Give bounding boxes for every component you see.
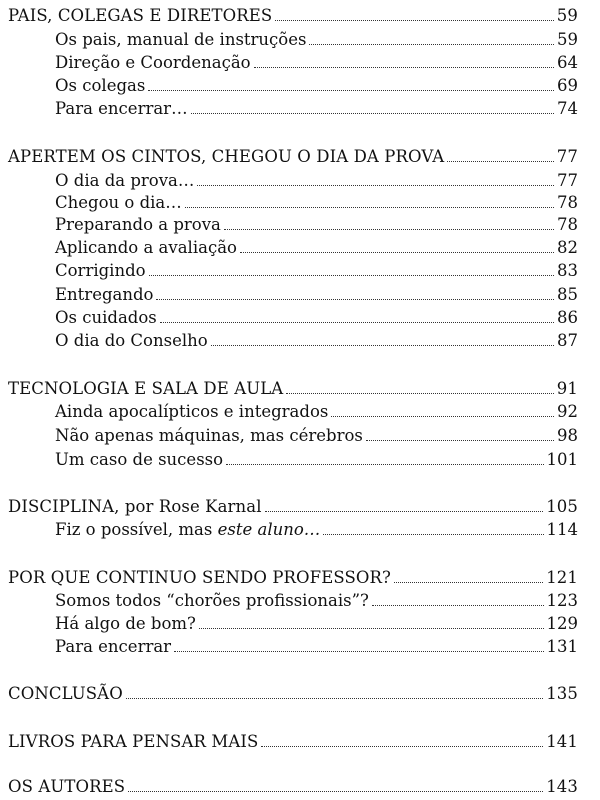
section-title: Para encerrar… <box>55 99 188 118</box>
toc-section-line <box>55 261 578 281</box>
toc-section-line <box>55 53 578 73</box>
page-number: 86 <box>557 308 578 327</box>
page-number: 121 <box>546 568 578 587</box>
toc-section-line <box>55 76 578 96</box>
section-title: Os cuidados <box>55 308 157 327</box>
toc-chapter-line <box>8 568 578 588</box>
dot-leader <box>254 67 554 68</box>
dot-leader <box>226 464 543 465</box>
toc-section-line <box>55 450 578 470</box>
page-number: 129 <box>546 614 578 633</box>
page-number: 92 <box>557 402 578 421</box>
section-title: Há algo de bom? <box>55 614 196 633</box>
dot-leader <box>148 90 554 91</box>
page-number: 78 <box>557 215 578 234</box>
dot-leader <box>275 20 553 21</box>
toc-section-line <box>55 285 578 305</box>
page-number: 87 <box>557 331 578 350</box>
page-number: 74 <box>557 99 578 118</box>
dot-leader <box>309 44 554 45</box>
section-title: Entregando <box>55 285 154 304</box>
dot-leader <box>366 440 554 441</box>
toc-chapter-line <box>8 684 578 704</box>
page-number: 91 <box>556 379 578 398</box>
section-title <box>55 520 320 540</box>
section-title: Corrigindo <box>55 261 146 280</box>
page-number: 131 <box>546 637 578 656</box>
toc-section-line <box>55 99 578 119</box>
page-number: 114 <box>546 520 578 539</box>
dot-leader <box>211 345 554 346</box>
dot-leader <box>240 252 554 253</box>
toc-section-line <box>55 637 578 657</box>
page-number: 78 <box>557 193 578 212</box>
toc-section-line <box>55 238 578 258</box>
toc-section-line <box>55 215 578 235</box>
toc-chapter-line <box>8 6 578 26</box>
page-number: 98 <box>557 426 578 445</box>
toc-section-line <box>55 30 578 50</box>
section-title: Os pais, manual de instruções <box>55 30 307 49</box>
toc-section-line <box>55 591 578 611</box>
section-title: Para encerrar <box>55 637 172 656</box>
toc-section-line <box>55 193 578 213</box>
dot-leader <box>191 113 554 114</box>
dot-leader <box>174 651 543 652</box>
page-number: 77 <box>556 147 578 166</box>
dot-leader <box>149 275 554 276</box>
section-title: Direção e Coordenação <box>55 53 251 72</box>
section-title-italic: este aluno… <box>217 520 321 539</box>
section-title-roman: Fiz o possível, mas <box>55 520 218 539</box>
section-title: Chegou o dia… <box>55 193 182 212</box>
dot-leader <box>128 791 543 792</box>
page-number: 135 <box>546 684 578 703</box>
dot-leader <box>199 628 544 629</box>
dot-leader <box>156 299 554 300</box>
page-number: 143 <box>546 777 578 796</box>
page-number: 85 <box>557 285 578 304</box>
page-number: 141 <box>546 732 578 751</box>
toc-section-line <box>55 171 578 191</box>
page-number: 101 <box>546 450 578 469</box>
section-title: Preparando a prova <box>55 215 221 234</box>
chapter-title: LIVROS PARA PENSAR MAIS <box>8 732 259 751</box>
dot-leader <box>323 534 543 535</box>
page-number: 64 <box>557 53 578 72</box>
toc-chapter-line <box>8 732 578 752</box>
dot-leader <box>160 322 554 323</box>
chapter-title: APERTEM OS CINTOS, CHEGOU O DIA DA PROVA <box>8 147 445 166</box>
chapter-title: TECNOLOGIA E SALA DE AULA <box>8 379 284 398</box>
page-number: 83 <box>557 261 578 280</box>
dot-leader <box>331 416 554 417</box>
toc-section-line <box>55 308 578 328</box>
toc-chapter-line <box>8 379 578 399</box>
dot-leader <box>126 698 543 699</box>
page-number: 59 <box>556 6 578 25</box>
page-number: 69 <box>557 76 578 95</box>
toc-section-line <box>55 331 578 351</box>
page-number: 82 <box>557 238 578 257</box>
toc-chapter-line <box>8 147 578 167</box>
dot-leader <box>197 185 554 186</box>
chapter-title: POR QUE CONTINUO SENDO PROFESSOR? <box>8 568 391 587</box>
section-title: Não apenas máquinas, mas cérebros <box>55 426 363 445</box>
chapter-title: PAIS, COLEGAS E DIRETORES <box>8 6 273 25</box>
section-title: O dia da prova… <box>55 171 195 190</box>
chapter-title: DISCIPLINA, por Rose Karnal <box>8 497 262 516</box>
section-title: Um caso de sucesso <box>55 450 224 469</box>
chapter-title: OS AUTORES <box>8 777 126 796</box>
section-title: Aplicando a avaliação <box>55 238 237 257</box>
dot-leader <box>447 161 554 162</box>
section-title: Os colegas <box>55 76 146 95</box>
page-number: 59 <box>557 30 578 49</box>
section-title: O dia do Conselho <box>55 331 208 350</box>
section-title: Somos todos “chorões profissionais”? <box>55 591 369 610</box>
toc-section-line <box>55 614 578 634</box>
toc-section-line <box>55 520 578 540</box>
toc-section-line <box>55 402 578 422</box>
page-number: 123 <box>546 591 578 610</box>
toc-section-line <box>55 426 578 446</box>
page-number: 77 <box>557 171 578 190</box>
page-number: 105 <box>546 497 578 516</box>
toc-chapter-line <box>8 777 578 797</box>
dot-leader <box>372 605 544 606</box>
dot-leader <box>286 393 553 394</box>
dot-leader <box>185 207 554 208</box>
dot-leader <box>265 511 544 512</box>
chapter-title: CONCLUSÃO <box>8 684 123 703</box>
dot-leader <box>261 746 543 747</box>
toc-chapter-line <box>8 497 578 517</box>
dot-leader <box>224 229 554 230</box>
section-title: Ainda apocalípticos e integrados <box>55 402 329 421</box>
dot-leader <box>394 582 543 583</box>
